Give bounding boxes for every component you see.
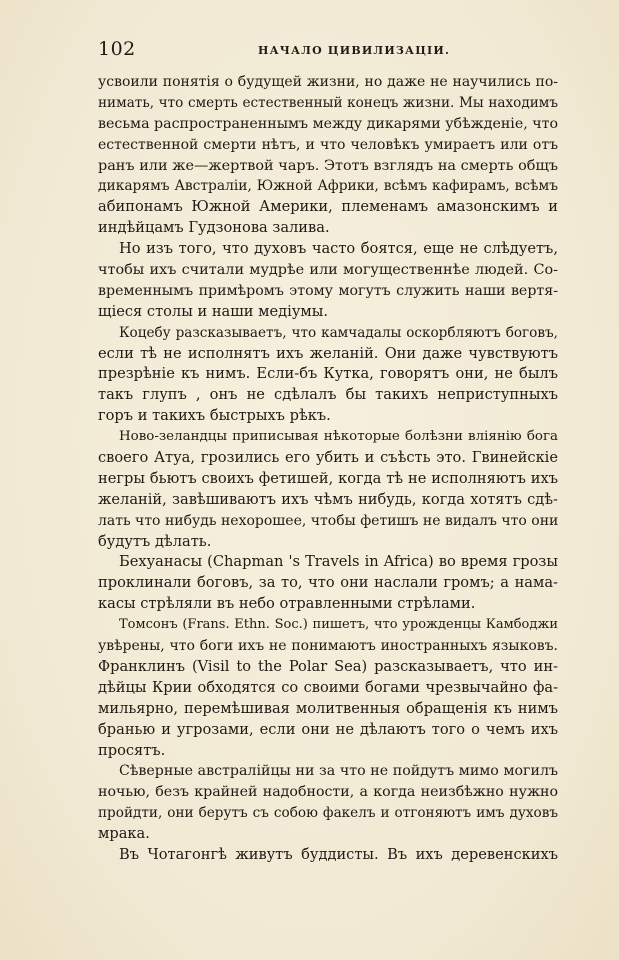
text-line: Коцебу разсказываетъ, что камчадалы оскорбляютъ боговъ,: [119, 324, 558, 341]
text-line: лать что нибудь нехорошее, чтобы фетишъ не видалъ что они: [98, 512, 559, 529]
text-line: Въ Чотагонгѣ живутъ буддисты. Въ ихъ деревенскихъ: [119, 845, 558, 863]
text-line: усвоили понятія о будущей жизни, но даже не научились по-: [98, 74, 558, 90]
text-line: Но изъ того, что духовъ часто боятся, еще не слѣдуетъ,: [119, 240, 558, 258]
text-line: такъ глупъ , онъ не сдѣлалъ бы такихъ неприступныхъ: [98, 386, 558, 404]
text-line: бранью и угрозами, если они не дѣлаютъ того о чемъ ихъ: [98, 720, 558, 738]
text-line: щіеся столы и наши медіумы.: [98, 302, 329, 320]
text-line: проклинали боговъ, за то, что они наслали громъ; а нама-: [98, 574, 558, 592]
text-line: Бехуанасы (Chapman 's Travels in Africa) во время грозы: [119, 553, 558, 571]
body-text: [98, 72, 558, 866]
text-line: если тѣ не исполнятъ ихъ желаній. Они даже чувствуютъ: [98, 344, 558, 362]
text-line: нимать, что смерть естественный конецъ жизни. Мы находимъ: [98, 94, 558, 111]
text-line: временнымъ примѣромъ этому могутъ служить наши вертя-: [98, 282, 558, 299]
text-line: Томсонъ (Frans. Ethn. Soc.) пишетъ, что урожденцы Камбоджи: [119, 617, 558, 633]
text-line: просятъ.: [98, 741, 166, 759]
text-line: дикарямъ Австраліи, Южной Африки, всѣмъ кафирамъ, всѣмъ: [98, 178, 558, 195]
text-line: увѣрены, что боги ихъ не понимаютъ иностранныхъ языковъ.: [98, 638, 558, 655]
text-line: абипонамъ Южной Америки, племенамъ амазонскимъ и: [98, 198, 558, 216]
text-line: горъ и такихъ быстрыхъ рѣкъ.: [98, 407, 331, 425]
text-line: чтобы ихъ считали мудрѣе или могущественнѣе людей. Со-: [98, 262, 558, 279]
text-line: желаній, завѣшиваютъ ихъ чѣмъ нибудь, когда хотятъ сдѣ-: [98, 490, 558, 508]
text-line: Сѣверные австралійцы ни за что не пойдутъ мимо могилъ: [119, 763, 558, 780]
text-line: будутъ дѣлать.: [98, 532, 212, 550]
text-line: ранъ или же—жертвой чаръ. Этотъ взглядъ на смерть общъ: [98, 157, 558, 174]
text-line: индѣйцамъ Гудзонова залива.: [98, 219, 330, 237]
text-line: дѣйцы Крии обходятся со своими богами чрезвычайно фа-: [98, 678, 558, 696]
page-header: [98, 38, 558, 60]
text-line: своего Атуа, грозились его убить и съѣсть это. Гвинейскіе: [98, 449, 558, 467]
text-line: Франклинъ (Visil to the Polar Sea) разсказываетъ, что ин-: [98, 657, 558, 675]
text-line: Ново-зеландцы приписывая нѣкоторые болѣзни вліянію бога: [119, 429, 558, 445]
text-line: касы стрѣляли въ небо отравленными стрѣлами.: [98, 595, 476, 613]
text-line: пройдти, они берутъ съ собою факелъ и отгоняютъ имъ духовъ: [98, 805, 558, 822]
running-title: НАЧАЛО ЦИВИЛИЗАЦІИ.: [258, 44, 451, 57]
text-line: мильярно, перемѣшивая молитвенныя обращенія къ нимъ: [98, 699, 558, 717]
text-line: естественной смерти нѣтъ, и что человѣкъ умираетъ или отъ: [98, 136, 558, 153]
page-number: 102: [98, 38, 136, 60]
text-line: весьма распространеннымъ между дикарями убѣжденіе, что: [98, 115, 559, 132]
text-line: презрѣніе къ нимъ. Если-бъ Кутка, говорятъ они, не былъ: [98, 365, 558, 383]
text-line: ночью, безъ крайней надобности, а когда неизбѣжно нужно: [98, 784, 558, 801]
text-line: мрака.: [98, 825, 150, 843]
text-line: негры бьютъ своихъ фетишей, когда тѣ не исполняютъ ихъ: [98, 469, 558, 487]
